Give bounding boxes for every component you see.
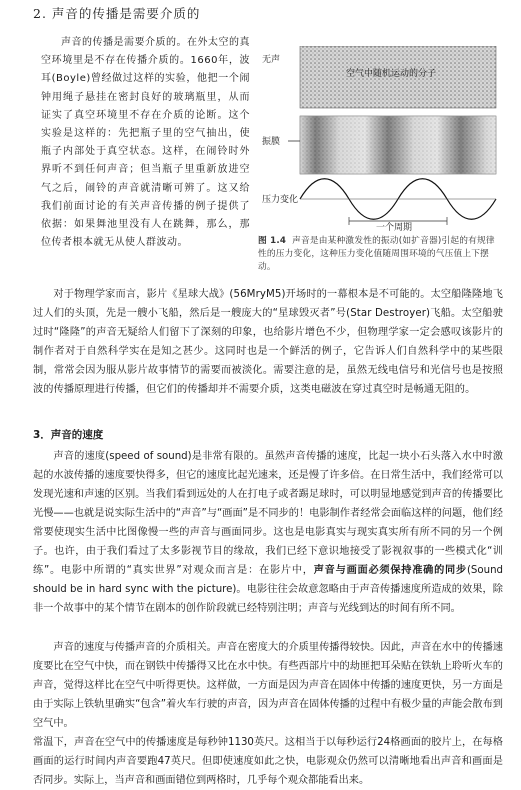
figure-diagram xyxy=(258,46,498,236)
para2-after: (Sound should be in hard sync with the picture)。电影往往会故意忽略由于声音传播速度所造成的效果，除非一个故事中的某个情节在剧本的创作阶段就已经特别注明；声音与光线到达的时间有所不同。 xyxy=(33,565,503,614)
silence-label: 无声 xyxy=(262,55,281,65)
paragraph-speed-values: 常温下，声音在空气中的传播速度是每秒钟1130英尺。这相当于以每秒运行24格画面的胶片上，在每格画面的运行时间内声音要跑47英尺。但即使速度如此之快，电影观众仍然可以清晰地看出声音和画面是否同步。实际上，当声音和画面错位到两格时，几乎每个观众都能看出来。 xyxy=(33,737,503,786)
figure-caption xyxy=(258,235,498,274)
particles-label: 空气中随机运动的分子 xyxy=(346,69,437,79)
subsection-title: 3．声音的速度 xyxy=(33,429,104,441)
vibration-label: 振膜 xyxy=(262,137,281,147)
paragraph-medium: 声音的速度与传播声音的介质相关。声音在密度大的介质里传播得较快。因此，声音在水中的传播速度要比在空气中快，而在钢铁中传播得又比在水中快。有些西部片中的劫匪把耳朵贴在铁轨上聆听火车的声音，觉得这样比在空气中听得更快。这样做，一方面是因为声音在固体中传播的速度更快，另一方面是由于实际上铁轨里确实“包含”着火车行驶的声音，因为声音在固体传播的过程中有极少量的声能会散布到空气中。 xyxy=(33,642,503,729)
para2-before: 声音的速度(speed of sound)是非常有限的。虽然声音传播的速度，比起一块小石头落入水中时激起的水波传播的速度要快得多，但它的速度比起光速来，还是慢了许多倍。在日常生活中，我们经常可以发现光速和声速的区别。当我们看到远处的人在打电子或者踢足球时，可以明显地感觉到声音的传播要比光慢——也就是说实际生活中的“声音”与“画面”是不同步的！电影制作者经常会面临这样的问题，他们经常要使现实生活中比图像慢一些的声音与画面同步。这也是电影真实与现实真实所有所不同的另一个例子。也许，由于我们看过了太多影视节目的缘故，我们已经下意识地接受了影视叙事的一些模式化“训练”。电影中所谓的“真实世界”对观众而言是：在影片中， xyxy=(33,451,503,576)
paragraph-speed-of-sound xyxy=(33,447,503,618)
left-column-paragraph: 声音的传播是需要介质的。在外太空的真空环境里是不存在传播介质的。1660年，波耳(Boyle)曾经做过这样的实验，他把一个闹钟用绳子悬挂在密封良好的玻璃瓶里，从而证实了真空环境里不存在介质的论断。这个实验是这样的：先把瓶子里的空气抽出，使瓶子内部处于真空状态。这样，在闹铃时外界听不到任何声音；但当瓶子里重新放进空气之后，闹铃的声音就清晰可辨了。这又给我们前面讨论的有关声音传播的例子提供了依据：如果舞池里没有人在跳舞，那么，那位传者根本就无从使人群波动。 xyxy=(41,37,250,249)
sound-wave-figure xyxy=(258,46,498,266)
para2-emphasis: 声音与画面必须保持准确的同步 xyxy=(313,565,467,576)
paragraph-star-wars: 对于物理学家而言，影片《星球大战》(56MryM5)开场时的一幕根本是不可能的。太空船隆隆地飞过人们的头顶，先是一艘小飞船，然后是一艘庞大的“星球毁灭者”号(Star Destroyer)飞船。太空船驶过时“隆隆”的声音无疑给人们留下了深刻的印象，也给影片增色不少，但物理学家一定会感叹该影片的制作者对于自然科学实在是知之甚少。这同时也是一个鲜活的例子，它告诉人们自然科学中的某些限制，常常会因为服从影片故事情节的需要而被淡化。需要注意的是，虽然无线电信号和光信号也是按照波的传播原理进行传播，但它们的传播却并不需要介质，这类电磁波在穿过真空时是畅通无阻的。 xyxy=(33,289,503,395)
caption-text: 声音是由某种激发性的振动(如扩音器)引起的有规律性的压力变化，这种压力变化值随周围环境的气压值上下摆动。 xyxy=(258,236,495,272)
pressure-label: 压力变化 xyxy=(262,195,299,205)
period-label: 一个周期 xyxy=(376,223,413,233)
section-title: 2. 声音的传播是需要介质的 xyxy=(33,6,201,21)
figure-number: 图 1.4 xyxy=(258,236,287,246)
